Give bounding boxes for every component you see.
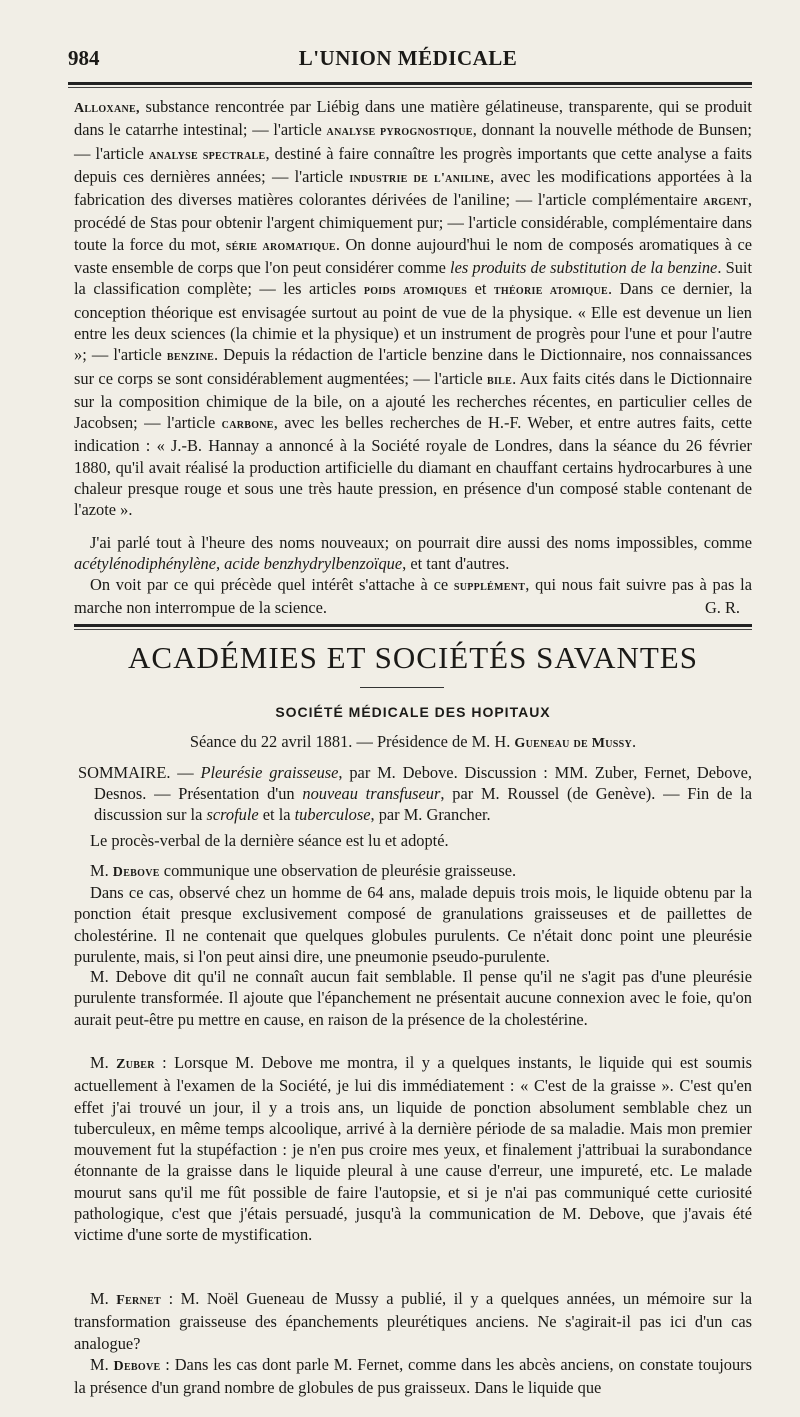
minutes-paragraph: Le procès-verbal de la dernière séance est lu et adopté. [90, 831, 449, 850]
sommaire: SOMMAIRE. — Pleurésie graisseuse, par M. Debove. Discussion : MM. Zuber, Fernet, Debove, Desnos. — Présentation d'un nouveau transfuseur, par M. Roussel (de Genève). — Fin de la discussion sur la scrofule et la tuberculose, par M. Grancher. [78, 763, 752, 824]
debove-remark: M. Debove dit qu'il ne connaît aucun fait semblable. Il pense qu'il ne s'agit pas d'une pleurésie purulente transformée. Il ajoute que l'épanchement ne présentait aucune connexion avec le foie, qu'on aurait peut-être pu mettre en cause, en raison de la présence de la cholestérine. [74, 967, 752, 1029]
review-paragraph: Alloxane, substance rencontrée par Liébig dans une matière gélatineuse, transparente, qui se produit dans le catarrhe intestinal; — l'article analyse pyrognostique, donnant la nouvelle méthode de Bunsen; — l'article analyse spectrale, destiné à faire connaître les progrès importants que cette analyse a faits depuis ces dernières années; — l'article industrie de l'aniline, avec les modifications apportées à la fabrication des diverses matières colorantes dérivées de l'aniline; — l'article complémentaire argent, procédé de Stas pour obtenir l'argent chimiquement pur; — l'article considérable, complémentaire dans toute la force du mot, série aromatique. On donne aujourd'hui le nom de composés aromatiques à ce vaste ensemble de corps que l'on peut considérer comme les produits de substitution de la benzine. Suit la classification complète; — les articles poids atomiques et théorie atomique. Dans ce dernier, la conception théorique est envisagée surtout au point de vue de la physique. « Elle est devenue un lien entre les deux sciences (la chimie et la physique) et un instrument de progrès pour l'une et pour l'autre »; — l'article benzine. Depuis la rédaction de l'article benzine dans le Dictionnaire, nos connaissances sur ce corps se sont considérablement augmentées; — l'article bile. Aux faits cités dans le Dictionnaire sur la composition chimique de la bile, on a ajouté les recherches récentes, en particulier celles de Jacobsen; — l'article carbone, avec les belles recherches de H.-F. Weber, et entre autres faits, cette indication : « J.-B. Hannay a annoncé à la Société royale de Londres, dans la séance du 26 février 1880, qu'il avait réalisé la production artificielle du diamant en chauffant certains hydrocarbures à une chaleur presque rouge et sous une très haute pression, en présence d'un composé stable contenant de l'azote ». [74, 97, 753, 520]
header-rule-thin [68, 87, 752, 88]
page-header [68, 46, 748, 76]
section-rule-thin [74, 629, 752, 630]
header-rule [68, 82, 752, 85]
page-number: 984 [68, 46, 100, 70]
section-rule [74, 624, 752, 627]
session-line: Séance du 22 avril 1881. — Présidence de M. H. Gueneau de Mussy. [189, 732, 637, 751]
title-underline [360, 687, 444, 688]
section-title: ACADÉMIES ET SOCIÉTÉS SAVANTES [128, 640, 698, 675]
debove-intro: M. Debove communique une observation de pleurésie graisseuse. [90, 861, 517, 880]
debove-reply: M. Debove : Dans les cas dont parle M. Fernet, comme dans les abcès anciens, on constate toujours la présence d'un grand nombre de globules de pus graisseux. Dans le liquide que [74, 1355, 752, 1398]
society-title: SOCIÉTÉ MÉDICALE DES HOPITAUX [275, 704, 551, 720]
fernet-paragraph: M. Fernet : M. Noël Gueneau de Mussy a publié, il y a quelques années, un mémoire sur la transformation graisseuse des épanchements pleurétiques anciens. Ne s'agirait-il pas ici d'un cas analogue? [74, 1289, 752, 1353]
running-title: L'UNION MÉDICALE [298, 46, 518, 70]
signature: G. R. [704, 598, 740, 618]
term: Alloxane, [74, 101, 140, 116]
zuber-paragraph: M. Zuber : Lorsque M. Debove me montra, il y a quelques instants, le liquide qui est soumis actuellement à l'examen de la Société, je lui dis immédiatement : « C'est de la graisse ». C'est qu'en effet j'ai trouvé un jour, il y a trois ans, un liquide de ponction absolument semblable chez un tuberculeux, en même temps alcoolique, arrivé à la dernière période de sa maladie. Mais mon premier mouvement fut la stupéfaction : je n'en pus croire mes yeux, et finalement j'attribuai la surabondance étonnante de la graisse dans le liquide pleural à une cause d'erreur, une impureté, etc. Le malade mourut sans qu'il me fût possible de faire l'autopsie, et si je n'ai pas communiqué cette curiosité pathologique, c'est que j'étais persuadé, jusqu'à la communication de M. Debove, que j'avais été victime d'une sorte de mystification. [74, 1053, 752, 1245]
review-paragraph-names: J'ai parlé tout à l'heure des noms nouveaux; on pourrait dire aussi des noms impossibles, comme acétylénodiphénylène, acide benzhydrylbenzoïque, et tant d'autres. [74, 533, 752, 574]
case-paragraph: Dans ce cas, observé chez un homme de 64 ans, malade depuis trois mois, le liquide obtenu par la ponction était presque exclusivement composé de granulations graisseuses et de paillettes de cholestérine. Il ne contenait que quelques globules purulents. Ce n'était donc point une pleurésie purulente, mais, si l'on peut ainsi dire, une pneumonie pseudo-purulente. [74, 883, 752, 966]
review-paragraph-conclusion: On voit par ce qui précède quel intérêt s'attache à ce supplément, qui nous fait suivre pas à pas la marche non interrompue de la science. G. R. [74, 575, 752, 618]
